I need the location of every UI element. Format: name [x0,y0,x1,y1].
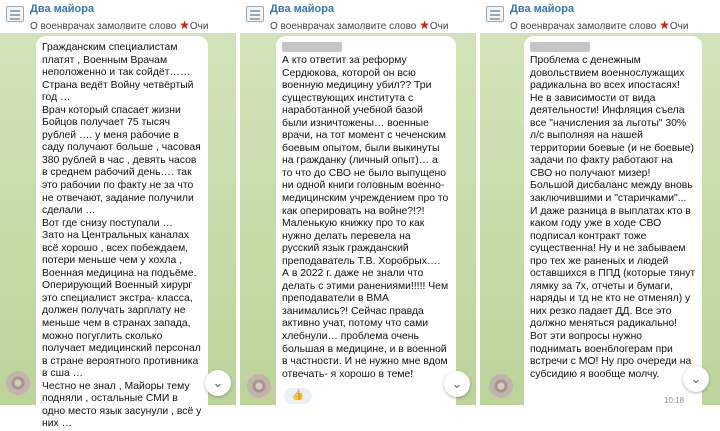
pinned-header[interactable] [0,0,236,34]
pinned-text: О военврачах замолвите слово [30,21,177,32]
pinned-suffix: Очи [669,21,689,32]
pinned-message[interactable] [270,18,448,32]
pinned-message[interactable] [510,18,688,32]
blurred-sender [530,42,590,52]
pinned-header[interactable] [240,0,476,34]
pinned-suffix: Очи [189,21,209,32]
avatar[interactable] [489,374,513,398]
chat-panel-1 [0,0,236,430]
chat-panel-2 [240,0,476,405]
blurred-sender [282,42,342,52]
chevron-down-icon[interactable]: ⌄ [683,366,709,392]
message-text: Гражданским специалистам платят , Военным Врачам неположенно и так сойдёт…… Страна ведёт Войну четвёртый год … Врач который спасает жизни Бойцов получает 75 тысяч рублей …. у меня рабочие в саду получают больше , часовая 380 рублей в час , девять часов в среднем рабочий день…. так это рабочии по факту не за что не отвечают, задание получили сделали … Вот где снизу поступали … Зато на Центральных каналах всё хорошо , всех побеждаем, потери меньше чем у хохла , Военная медицина на подъёме. Оперирующий Военный хирург это специалист экстра- класса, должен получать зарплату не меньше чем в странах запада, можно погуглить сколько получает медицинский персонал в стране вероятного противника в сша … Честно не знал , Майоры тему подняли , остальные СМИ в одно место язык засунули , всё у них … [42,42,202,430]
avatar[interactable] [247,374,271,398]
message-text: А кто ответит за реформу Сердюкова, которой он всю военную медицину убил?? Три существующих института с наработанной учебной базой были изничтожены… военные врачи, на тот момент с чеченским боевым опытом, были выкинуты на гражданку (личный опыт)… а то что до СВО не было выпущено ни одной книги головным военно- медицинским учреждением про то как оперировать на войне?!?! Маленькую книжку про то как нужно делать перевела на русский язык гражданский преподаватель Т.В. Хоробрых…. А в 2022 г. даже не знали что делать с этими ранениями!!!!! Чем преподаватели в ВМА занимались?! Сейчас правда активно учат, потому что сами хлебнули… проблема очень большая в медицине, и в военной в частности. И не нужно мне вдом отвечать- я хорошо в теме! [282,55,449,380]
message-text: Проблема с денежным довольствием военнослужащих радикальна во всех ипостасях! Не в зависимости от вида деятельности! Инфляция съела все "начисления за льготы" 30% л/с выполняя на нашей территории боевые (и не боевые) задачи по факту работают на СВО но получают мизер! Большой дисбаланс между вновь заключившими и "старичками"... И даже разница в выплатах кто в каком году уже в ходе СВО подписал контракт тоже существенна! Ну и не забываем про тех же раненых и людей оставшихся в ППД (которые тянут лямку за 7х, отчеты и бумаги, наряды и тд не кто не отменял) у них резко падает ДД. Все это должно меняться радикально! Вот эти вопросы нужно поднимать военблогерам при встречи с МО! Ну про очереди на субсидию я вообще молчу. [530,55,696,380]
pinned-text: О военврачах замолвите слово [510,21,657,32]
channel-icon [486,6,504,22]
message-bubble [36,36,208,430]
message-bubble [524,36,702,405]
star-icon: ★ [659,18,670,32]
chat-panel-3 [480,0,720,405]
chevron-down-icon[interactable]: ⌄ [444,371,470,397]
channel-name: Два майора [510,3,575,15]
pinned-suffix: Очи [429,21,449,32]
star-icon: ★ [179,18,190,32]
pinned-text: О военврачах замолвите слово [270,21,417,32]
channel-name: Два майора [30,3,95,15]
avatar[interactable] [6,371,30,395]
channel-icon [246,6,264,22]
channel-icon [6,6,24,22]
channel-name: Два майора [270,3,335,15]
pinned-header[interactable] [480,0,720,34]
chevron-down-icon[interactable]: ⌄ [205,370,231,396]
message-time: 10:18 [664,396,685,405]
pinned-message[interactable] [30,18,208,32]
message-bubble [276,36,456,405]
star-icon: ★ [419,18,430,32]
thumbs-up-icon[interactable]: 👍 [284,388,312,404]
